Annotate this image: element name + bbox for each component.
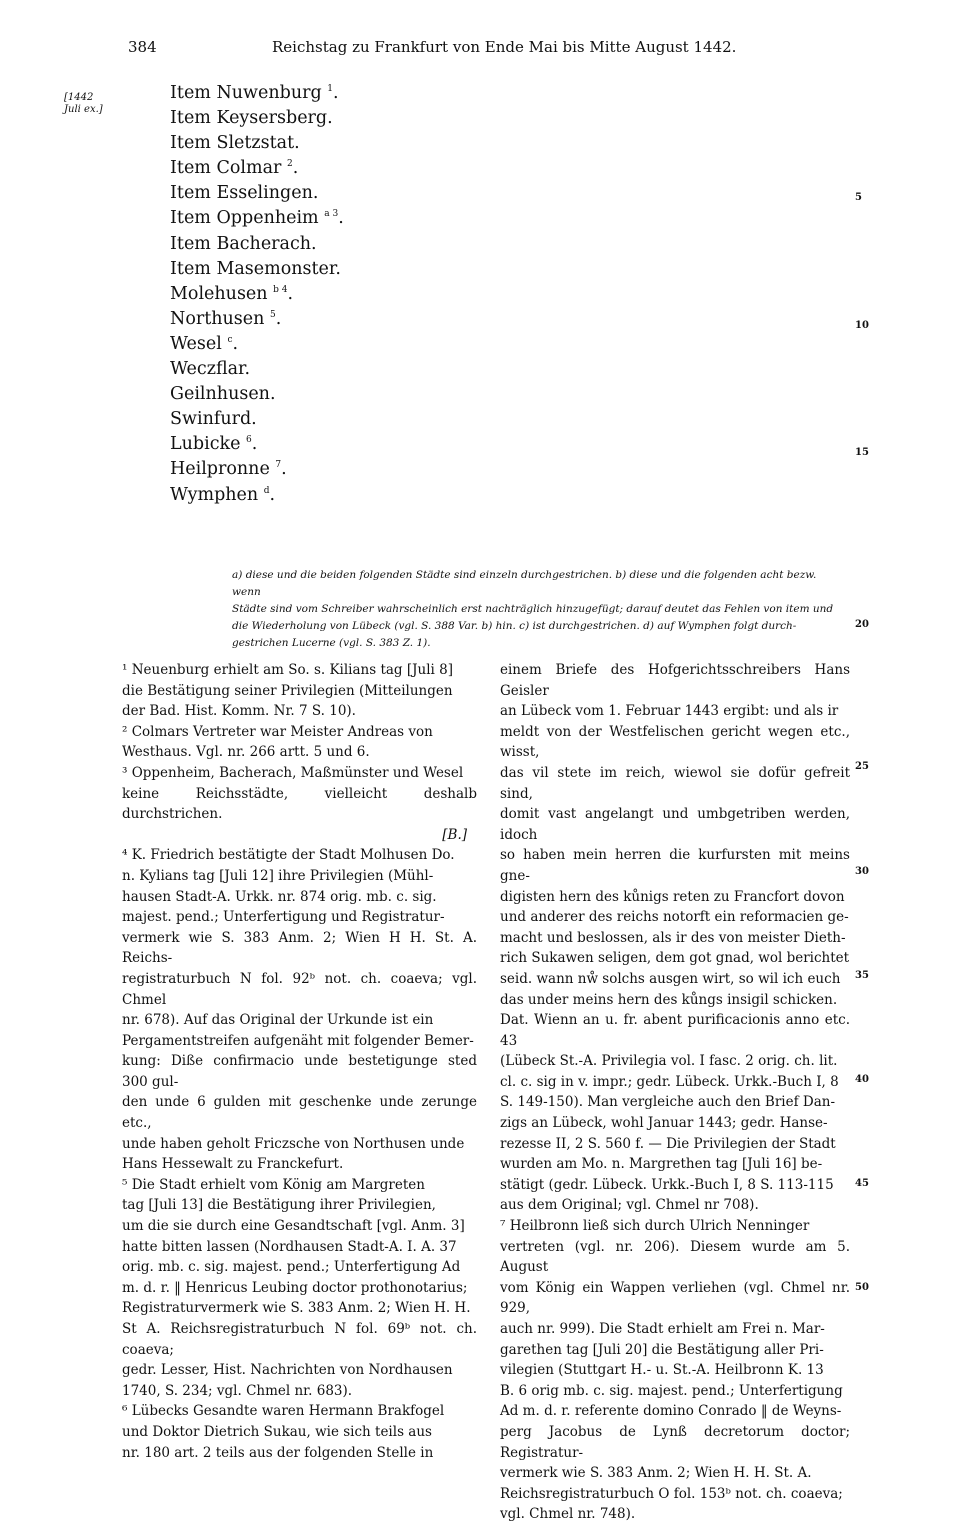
apparatus-line: a) diese und die beiden folgenden Städte sind einzeln durchgestrichen. b) diese und die folgenden acht bezw. wenn <box>232 569 817 598</box>
footnote-line: einem Briefe des Hofgerichtsschreibers Hans Geisler <box>500 662 850 699</box>
margin-date-note <box>64 92 103 116</box>
footnote-marker: c <box>227 335 233 346</box>
city-punct: . <box>338 208 344 229</box>
footnote-line: ² Colmars Vertreter war Meister Andreas von <box>122 723 433 740</box>
line-number: 45 <box>855 1178 869 1189</box>
footnote-line: Pergamentstreifen aufgenäht mit folgender Bemer- <box>122 1032 474 1049</box>
apparatus-line: die Wiederholung von Lübeck (vgl. S. 388 Var. b) hin. c) ist durchgestrichen. d) auf Wymphen folgt durch- <box>232 620 797 632</box>
city-name: Wesel <box>170 333 222 354</box>
line-number: 15 <box>855 447 869 458</box>
line-number: 10 <box>855 320 869 331</box>
city-punct: . <box>292 158 299 179</box>
footnote-line: ³ Oppenheim, Bacherach, Maßmünster und Wesel <box>122 764 464 781</box>
footnote-line: die Bestätigung seiner Privilegien (Mitteilungen <box>122 682 453 699</box>
footnote-line: und Doktor Dietrich Sukau, wie sich teils aus <box>122 1423 432 1440</box>
footnote-line: rich Sukawen seligen, dem got gnad, wol berichtet <box>500 950 850 967</box>
footnote-line: registraturbuch N fol. 92ᵇ not. ch. coaeva; vgl. Chmel <box>122 970 477 1008</box>
footnote-line: gedr. Lesser, Hist. Nachrichten von Nordhausen <box>122 1362 453 1379</box>
city-punct: . <box>281 459 287 480</box>
footnote-line: Reichsregistraturbuch O fol. 153ᵇ not. ch. coaeva; <box>500 1485 843 1502</box>
footnote-line: vermerk wie S. 383 Anm. 2; Wien H H. St. A. Reichs- <box>122 929 477 967</box>
footnote-line: ⁶ Lübecks Gesandte waren Hermann Brakfogel <box>122 1403 445 1420</box>
city-list-item <box>170 232 344 257</box>
footnote-line: wurden am Mo. n. Margrethen tag [Juli 16] be- <box>500 1156 823 1173</box>
footnote-line: den unde 6 gulden mit geschenke unde zerunge etc., <box>122 1094 477 1132</box>
city-list-item <box>170 206 344 231</box>
city-punct: . <box>269 484 276 505</box>
footnotes-left-column <box>122 660 477 1463</box>
city-list-item <box>170 307 344 332</box>
footnote-line: ⁴ K. Friedrich bestätigte der Stadt Molhusen Do. <box>122 847 455 864</box>
city-list-item <box>170 257 344 282</box>
city-list-item <box>170 131 344 156</box>
footnote-line: so haben mein herren die kurfursten mit meins gne- <box>500 847 850 884</box>
city-list-item <box>170 483 344 508</box>
footnote-line: vgl. Chmel nr. 748). <box>500 1506 636 1523</box>
city-punct: . <box>251 434 258 455</box>
line-number: 5 <box>855 192 862 203</box>
city-list-item <box>170 382 344 407</box>
footnote-line: digisten hern des kůnigs reten zu Francfort dovon <box>500 888 845 905</box>
footnote-line: St A. Reichsregistraturbuch N fol. 69ᵇ not. ch. coaeva; <box>122 1321 477 1358</box>
footnote-line: keine Reichsstädte, vielleicht deshalb durchstrichen. <box>122 785 477 823</box>
city-name: Molehusen <box>170 283 268 304</box>
footnote-line: 1740, S. 234; vgl. Chmel nr. 683). <box>122 1382 353 1399</box>
apparatus-line: Städte sind vom Schreiber wahrscheinlich erst nachträglich hinzugefügt; darauf deutet das Fehlen von item und <box>232 603 834 615</box>
line-number: 20 <box>855 619 869 630</box>
footnote-line: hausen Stadt-A. Urkk. nr. 874 orig. mb. c. sig. <box>122 888 437 905</box>
footnote-line: kung: Diße confirmacio unde bestetigunge sted 300 gul- <box>122 1053 477 1090</box>
footnote-line: domit vast angelangt und umbgetriben werden, idoch <box>500 806 850 843</box>
footnote-line: vom König ein Wappen verliehen (vgl. Chmel nr. 929, <box>500 1279 850 1317</box>
running-title: Reichstag zu Frankfurt von Ende Mai bis Mitte August 1442. <box>272 38 737 56</box>
footnote-line: Registraturvermerk wie S. 383 Anm. 2; Wien H. H. <box>122 1300 471 1317</box>
city-name: Geilnhusen. <box>170 384 276 405</box>
city-punct: . <box>275 308 282 329</box>
footnote-line: ¹ Neuenburg erhielt am So. s. Kilians tag [Juli 8] <box>122 662 454 678</box>
city-name: Item Colmar <box>170 158 282 179</box>
footnote-line: B. 6 orig mb. c. sig. majest. pend.; Unterfertigung <box>500 1382 843 1399</box>
footnote-line: rezesse II, 2 S. 560 f. — Die Privilegien der Stadt <box>500 1135 836 1152</box>
footnote-line: Westhaus. Vgl. nr. 266 artt. 5 und 6. <box>122 744 370 761</box>
city-name: Item Bacherach. <box>170 233 317 254</box>
city-name: Item Esselingen. <box>170 183 319 204</box>
city-punct: . <box>287 283 294 304</box>
footnote-line: meldt von der Westfelischen gericht wegen etc., wisst, <box>500 723 850 761</box>
footnote-line: nr. 678). Auf das Original der Urkunde ist ein <box>122 1012 434 1029</box>
footnote-marker: 5 <box>269 310 276 321</box>
line-number: 30 <box>855 866 869 877</box>
city-list <box>170 81 344 508</box>
footnote-line: perg Jacobus de Lynß decretorum doctor; Registratur- <box>500 1423 850 1461</box>
footnote-line: unde haben geholt Friczsche von Northusen unde <box>122 1135 465 1152</box>
footnote-line: ⁵ Die Stadt erhielt vom König am Margreten <box>122 1176 425 1193</box>
footnote-line: macht und beslossen, als ir des von meister Dieth- <box>500 929 846 946</box>
footnote-line: zigs an Lübeck, wohl Januar 1443; gedr. Hanse- <box>500 1115 828 1132</box>
city-list-item <box>170 282 344 307</box>
footnote-line: garethen tag [Juli 20] die Bestätigung aller Pri- <box>500 1341 824 1358</box>
footnote-marker: 7 <box>275 460 282 471</box>
footnote-line: vermerk wie S. 383 Anm. 2; Wien H. H. St. A. <box>500 1465 812 1482</box>
city-punct: . <box>232 333 239 354</box>
city-name: Item Sletzstat. <box>170 133 300 154</box>
city-name: Northusen <box>170 308 265 329</box>
city-name: Item Nuwenburg <box>170 83 322 103</box>
line-number: 25 <box>855 761 869 772</box>
footnote-line: aus dem Original; vgl. Chmel nr 708). <box>500 1197 759 1214</box>
footnote-line: das vil stete im reich, wiewol sie dofür gefreit sind, <box>500 764 850 802</box>
footnote-marker: a 3 <box>324 209 339 220</box>
footnote-line: seid. wann nẘ solchs ausgen wirt, so wil ich euch <box>500 970 841 987</box>
city-punct: . <box>333 83 339 103</box>
city-name: Lubicke <box>170 434 241 455</box>
footnote-line: S. 149-150). Man vergleiche auch den Brief Dan- <box>500 1094 836 1111</box>
city-list-item <box>170 181 344 206</box>
city-list-item <box>170 357 344 382</box>
footnote-line: und anderer des reichs notorft ein reformacien ge- <box>500 909 849 926</box>
margin-note-line: Juli ex.] <box>64 104 103 115</box>
footnote-line: hatte bitten lassen (Nordhausen Stadt-A. I. A. 37 <box>122 1238 457 1255</box>
city-list-item <box>170 457 344 482</box>
city-list-item <box>170 432 344 457</box>
margin-note-line: [1442 <box>64 92 94 103</box>
footnote-line: tag [Juli 13] die Bestätigung ihrer Privilegien, <box>122 1197 436 1214</box>
footnote-line: der Bad. Hist. Komm. Nr. 7 S. 10). <box>122 703 356 720</box>
footnote-line: auch nr. 999). Die Stadt erhielt am Frei n. Mar- <box>500 1321 825 1337</box>
footnote-marker: 2 <box>286 159 293 170</box>
line-number: 50 <box>855 1282 869 1293</box>
footnote-line: vilegien (Stuttgart H.- u. St.-A. Heilbronn K. 13 <box>500 1362 824 1379</box>
line-number: 35 <box>855 970 869 981</box>
city-name: Wymphen <box>170 484 259 505</box>
footnote-line: das under meins hern des kůngs insigil schicken. <box>500 991 838 1008</box>
footnote-line: um die sie durch eine Gesandtschaft [vgl. Anm. 3] <box>122 1218 465 1235</box>
footnote-line: (Lübeck St.-A. Privilegia vol. I fasc. 2 orig. ch. lit. <box>500 1053 838 1070</box>
apparatus-line: gestrichen Lucerne (vgl. S. 383 Z. 1). <box>232 637 431 649</box>
footnote-line: nr. 180 art. 2 teils aus der folgenden Stelle in <box>122 1444 434 1461</box>
footnote-line: stätigt (gedr. Lübeck. Urkk.-Buch I, 8 S. 113-115 <box>500 1176 834 1193</box>
city-name: Item Masemonster. <box>170 258 341 279</box>
footnote-line: Ad m. d. r. referente domino Conrado ‖ de Weyns- <box>500 1403 842 1420</box>
city-name: Heilpronne <box>170 459 270 480</box>
footnote-line: Dat. Wienn an u. fr. abent purificacionis anno etc. 43 <box>500 1012 850 1049</box>
footnote-line: an Lübeck vom 1. Februar 1443 ergibt: und als ir <box>500 703 839 720</box>
footnote-marker: d <box>263 485 270 496</box>
footnote-line: n. Kylians tag [Juli 12] ihre Privilegien (Mühl- <box>122 867 434 884</box>
footnote-marker: b 4 <box>273 284 288 295</box>
footnotes-right-column <box>500 660 850 1525</box>
city-name: Weczflar. <box>170 359 251 380</box>
city-name: Item Keysersberg. <box>170 108 333 129</box>
line-number: 40 <box>855 1074 869 1085</box>
city-list-item <box>170 332 344 357</box>
city-list-item <box>170 407 344 432</box>
footnote-line: majest. pend.; Unterfertigung und Registratur- <box>122 909 445 926</box>
footnote-line: m. d. r. ‖ Henricus Leubing doctor prothonotarius; <box>122 1279 468 1296</box>
city-name: Item Oppenheim <box>170 208 319 229</box>
footnote-marker: 1 <box>327 84 334 95</box>
city-list-item <box>170 156 344 181</box>
footnote-line: vertreten (vgl. nr. 206). Diesem wurde am 5. August <box>500 1238 850 1276</box>
footnote-marker: 6 <box>246 435 252 446</box>
city-list-item <box>170 106 344 131</box>
critical-apparatus <box>232 567 847 652</box>
footnote-line: Hans Hessewalt zu Franckefurt. <box>122 1156 344 1173</box>
page-number: 384 <box>128 38 157 56</box>
footnote-line: orig. mb. c. sig. majest. pend.; Unterfertigung Ad <box>122 1259 461 1276</box>
city-name: Swinfurd. <box>170 409 257 430</box>
footnote-line: [B.] <box>442 826 467 843</box>
footnote-line: cl. c. sig in v. impr.; gedr. Lübeck. Urkk.-Buch I, 8 <box>500 1073 839 1090</box>
footnote-line: ⁷ Heilbronn ließ sich durch Ulrich Nenninger <box>500 1218 810 1235</box>
city-list-item <box>170 81 344 106</box>
